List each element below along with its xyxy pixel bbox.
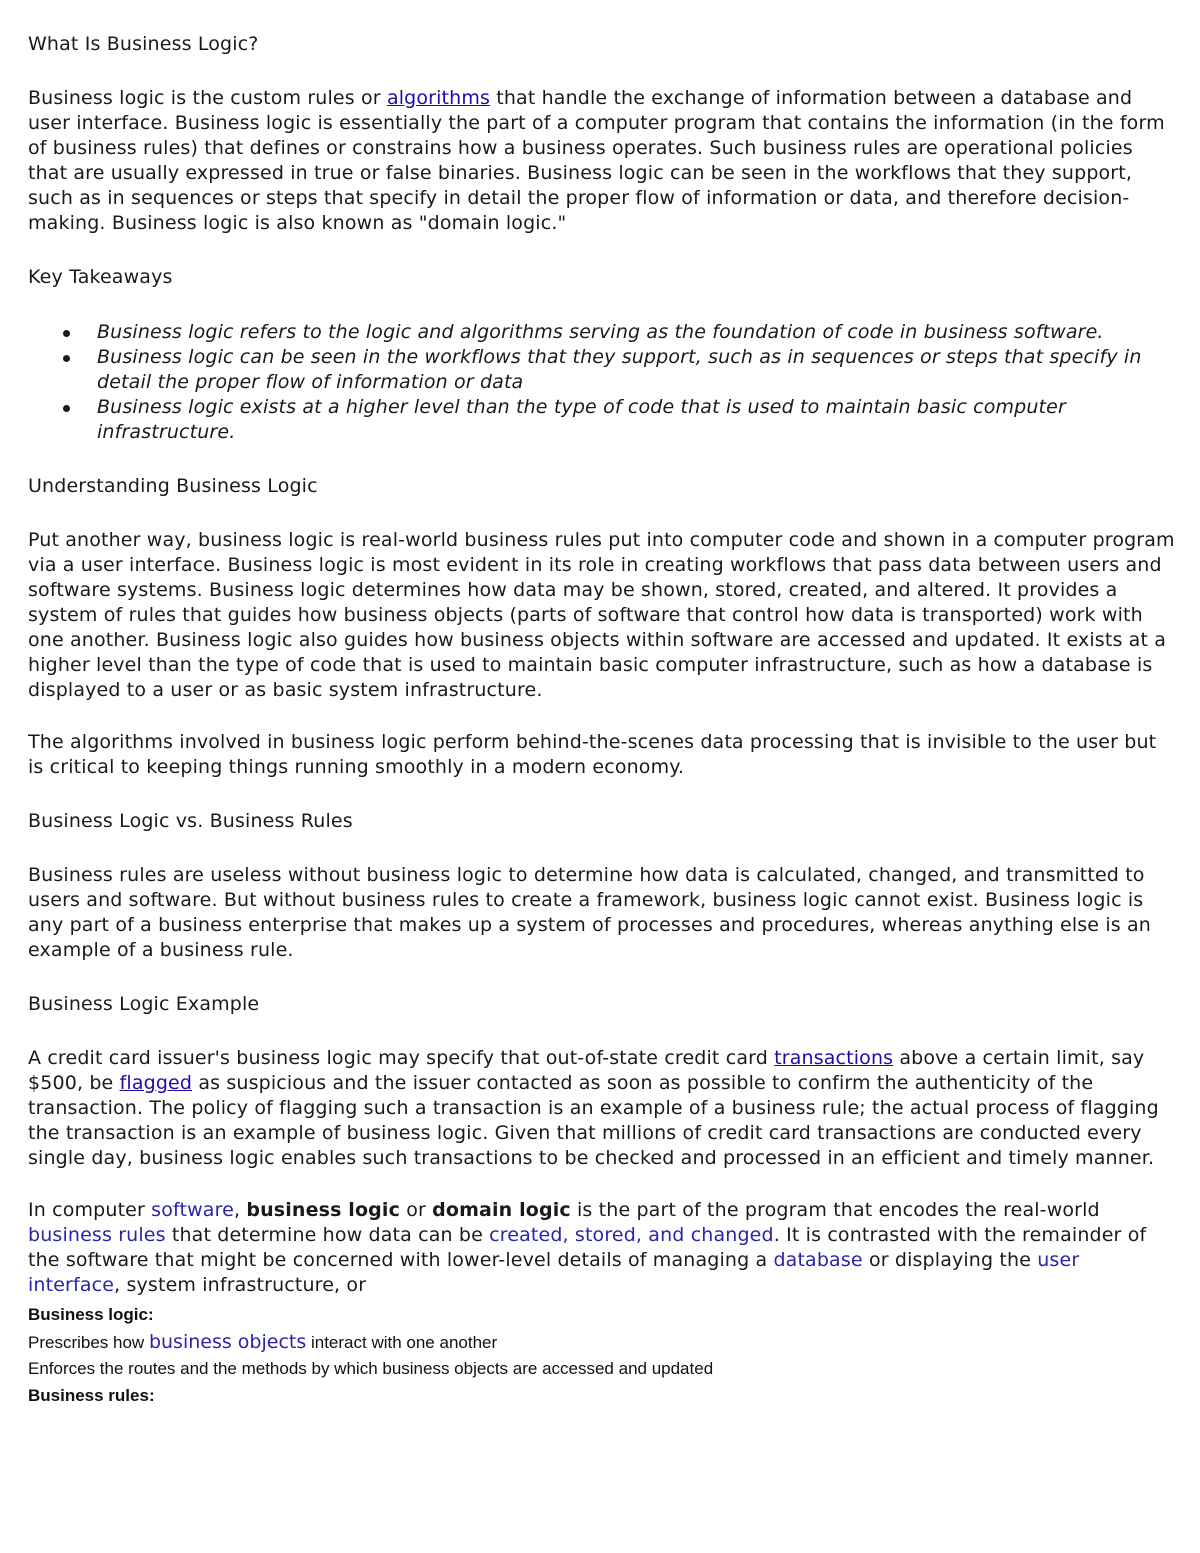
understanding-paragraph-1: Put another way, business logic is real-world business rules put into computer code and shown in a computer program via a user interface. Business logic is most evident in its role in creating workflows that pass data between users and software systems. Business logic determines how data may be shown, stored, created, and altered. It provides a system of rules that guides how business objects (parts of software that control how data is transported) work with one another. Business logic also guides how business objects within software are accessed and updated. It exists at a higher level than the type of code that is used to maintain basic computer infrastructure, such as how a database is displayed to a user or as basic system infrastructure.: [28, 529, 1175, 701]
wiki-text: In computer: [28, 1199, 152, 1221]
document-body: [28, 30, 1176, 1409]
notes-line-2: Enforces the routes and the methods by which business objects are accessed and updated: [28, 1359, 714, 1378]
wiki-text: . It is contrasted with the remainder of the software that might be concerned with lower-level details of managing a: [28, 1224, 1147, 1271]
wiki-text: is the part of the program that encodes the real-world: [570, 1199, 1100, 1221]
list-item: [97, 320, 1176, 345]
business-rules-label: [28, 1383, 1176, 1410]
business-logic-heading: Business logic:: [28, 1305, 154, 1324]
business-logic-term: business logic: [246, 1199, 400, 1221]
bullet-icon: [63, 355, 70, 362]
intro-paragraph: [28, 86, 1176, 236]
takeaway-text: Business logic can be seen in the workflows that they support, such as in sequences or steps that specify in detail the proper flow of information or data: [97, 346, 1142, 393]
understanding-heading: Understanding Business Logic: [28, 475, 318, 497]
example-paragraph: [28, 1046, 1176, 1171]
wiki-text: , system infrastructure, or: [114, 1274, 367, 1296]
flagged-link[interactable]: flagged: [119, 1072, 193, 1094]
intro-text-end: that handle the exchange of information between a database and user interface. Business logic is essentially the part of a computer program that contains the information (in the form of business rules) that defines or constrains how a business operates. Such business rules are operational policies that are usually expressed in true or false binaries. Business logic can be seen in the workflows that they support, such as in sequences or steps that specify in detail the proper flow of information or data, and therefore decision-making. Business logic is also known as "domain logic.": [28, 87, 1165, 234]
user-interface-link[interactable]: user interface: [28, 1249, 1080, 1296]
software-link[interactable]: software: [151, 1199, 234, 1221]
business-objects-link[interactable]: business objects: [148, 1330, 307, 1353]
example-text-3: as suspicious and the issuer contacted as soon as possible to confirm the authenticity of the transaction. The policy of flagging such a transaction is an example of a business rule; the actual process of flagging the transaction is an example of business logic. Given that millions of credit card transactions are conducted every single day, business logic enables such transactions to be checked and processed in an efficient and timely manner.: [28, 1072, 1159, 1169]
intro-text-start: Business logic is the custom rules or: [28, 87, 387, 109]
key-takeaways-list: [28, 320, 1176, 445]
vs-heading: Business Logic vs. Business Rules: [28, 810, 353, 832]
bullet-icon: [63, 330, 70, 337]
bullet-icon: [63, 405, 70, 412]
wiki-text: or: [400, 1199, 433, 1221]
algorithms-link[interactable]: algorithms: [386, 87, 491, 109]
key-takeaways-heading: Key Takeaways: [28, 266, 173, 288]
example-heading: Business Logic Example: [28, 993, 260, 1015]
notes-line-1: [28, 1329, 1176, 1357]
transactions-link[interactable]: transactions: [774, 1047, 894, 1069]
business-logic-label: [28, 1302, 1176, 1329]
takeaway-text: Business logic exists at a higher level than the type of code that is used to maintain basic computer infrastructure.: [97, 396, 1066, 443]
notes-text: interact with one another: [306, 1332, 498, 1352]
example-text-2: above a certain limit, say $500, be: [28, 1047, 1145, 1094]
vs-paragraph: Business rules are useless without business logic to determine how data is calculated, changed, and transmitted to users and software. But without business rules to create a framework, business logic cannot exist. Business logic is any part of a business enterprise that makes up a system of processes and procedures, whereas anything else is an example of a business rule.: [28, 864, 1151, 961]
page-title: What Is Business Logic?: [28, 33, 259, 55]
crud-link[interactable]: created, stored, and changed: [489, 1224, 774, 1246]
database-link[interactable]: database: [773, 1249, 863, 1271]
list-item: [97, 345, 1176, 395]
wiki-text: or displaying the: [862, 1249, 1038, 1271]
list-item: [97, 395, 1176, 445]
notes-text: Prescribes how: [28, 1332, 149, 1352]
understanding-paragraph-2: The algorithms involved in business logic perform behind-the-scenes data processing that is invisible to the user but is critical to keeping things running smoothly in a modern economy.: [28, 731, 1157, 778]
wiki-text: that determine how data can be: [165, 1224, 490, 1246]
domain-logic-term: domain logic: [432, 1199, 571, 1221]
example-text-1: A credit card issuer's business logic may specify that out-of-state credit card: [28, 1047, 775, 1069]
business-rules-link[interactable]: business rules: [28, 1224, 166, 1246]
takeaway-text: Business logic refers to the logic and algorithms serving as the foundation of code in business software.: [97, 321, 1104, 343]
wiki-paragraph: [28, 1198, 1176, 1298]
business-rules-heading: Business rules:: [28, 1385, 155, 1405]
wiki-text: ,: [233, 1199, 247, 1221]
